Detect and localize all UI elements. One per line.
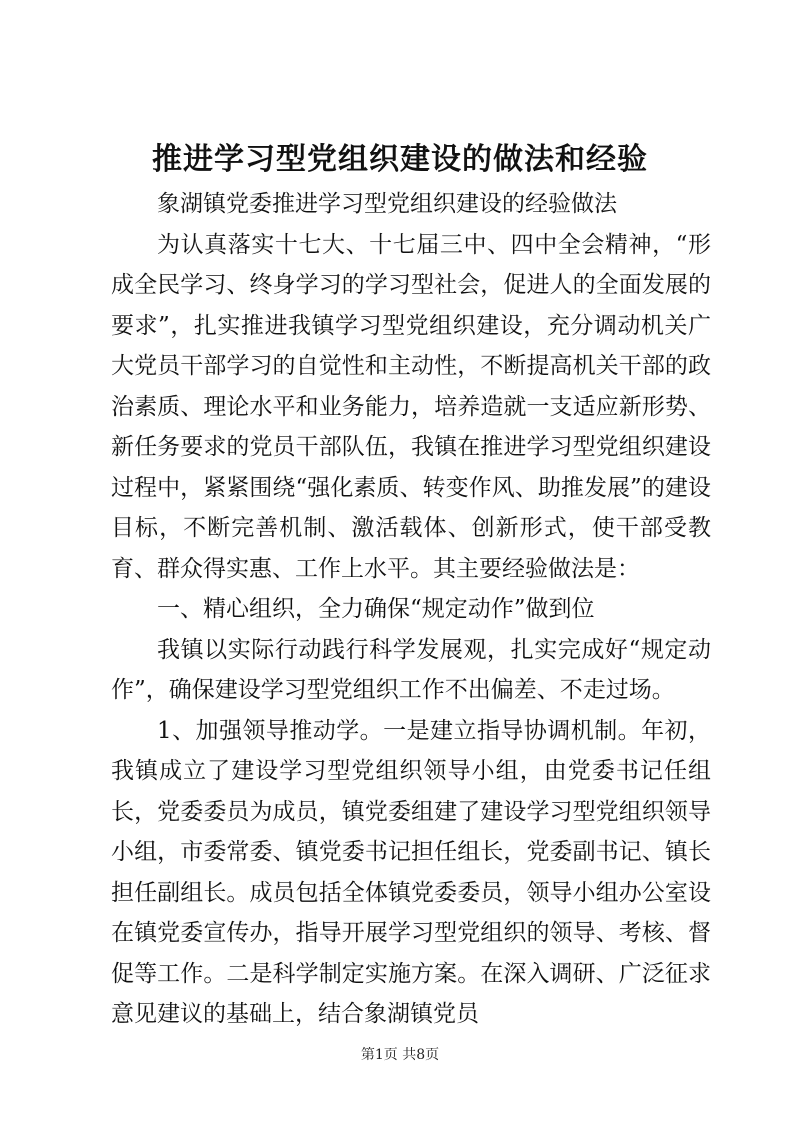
section-heading: 一、精心组织，全力确保“规定动作”做到位 (157, 596, 595, 622)
item-paragraph: 1、加强领导推动学。一是建立指导协调机制。年初，我镇成立了建设学习型党组织领导小组，由党委书记任组长，党委委员为成员，镇党委组建了建设学习型党组织领导小组，市委常委、镇党委书记担任组长，党委副书记、镇长担任副组长。成员包括全体镇党委委员，领导小组办公室设在镇党委宣传办，指导开展学习型党组织的领导、考核、督促等工作。二是科学制定实施方案。在深入调研、广泛征求意见建议的基础上，结合象湖镇党员 (111, 717, 711, 1027)
page-number: 第1页 共8页 (360, 1047, 440, 1063)
document-body (111, 184, 711, 1035)
section-paragraph: 我镇以实际行动践行科学发展观，扎实完成好“规定动作”，确保建设学习型党组织工作不出偏差、不走过场。 (111, 636, 711, 703)
intro-paragraph: 为认真落实十七大、十七届三中、四中全会精神，“形成全民学习、终身学习的学习型社会，促进人的全面发展的要求”，扎实推进我镇学习型党组织建设，充分调动机关广大党员干部学习的自觉性和主动性，不断提高机关干部的政治素质、理论水平和业务能力，培养造就一支适应新形势、新任务要求的党员干部队伍，我镇在推进学习型党组织建设过程中，紧紧围绕“强化素质、转变作风、助推发展”的建设目标，不断完善机制、激活载体、创新形式，使干部受教育、群众得实惠、工作上水平。其主要经验做法是： (111, 231, 711, 582)
subtitle-paragraph: 象湖镇党委推进学习型党组织建设的经验做法 (157, 191, 617, 217)
document-title: 推进学习型党组织建设的做法和经验 (152, 142, 648, 177)
